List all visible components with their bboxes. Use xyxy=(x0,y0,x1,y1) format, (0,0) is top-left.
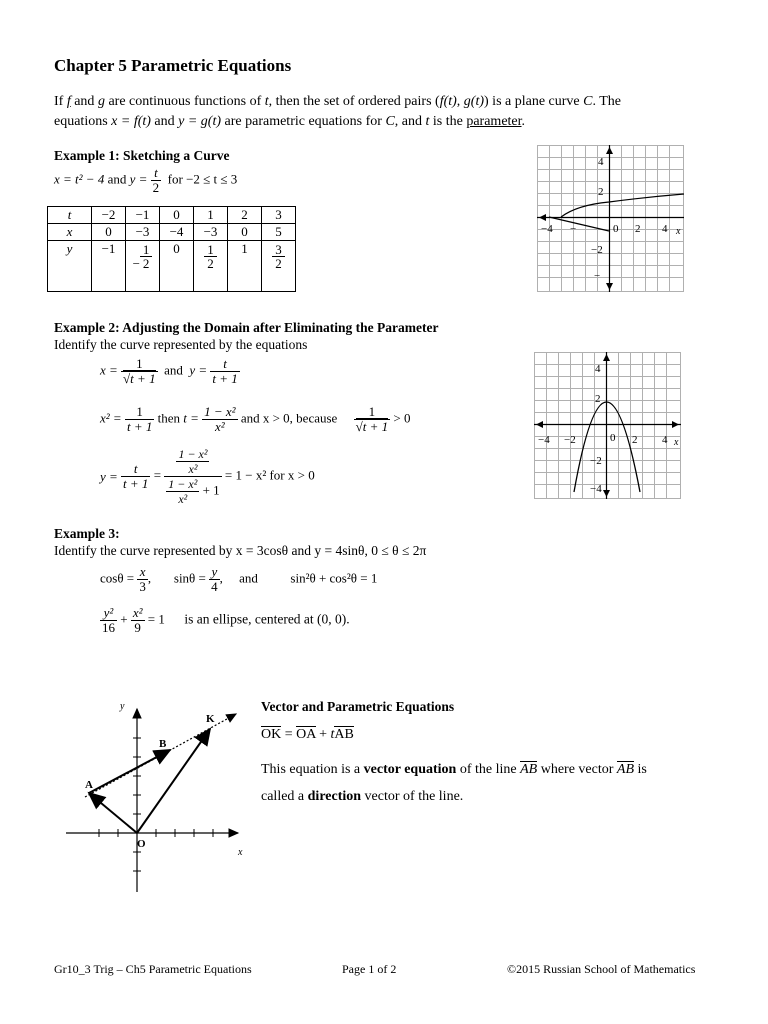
graph2-label-x: x xyxy=(674,437,679,448)
vector-label-O: O xyxy=(137,838,146,850)
graph2-label-xn2: −2 xyxy=(564,434,576,446)
graph2-label-x4: 4 xyxy=(662,434,668,446)
graph1-label-x2: 2 xyxy=(635,223,641,235)
example-2-eq1: x = $\frac{1}{√t + 1}$ and y = $\frac{t}{t + 1}$ xyxy=(100,356,238,386)
graph1-label-xn4: −4 xyxy=(541,223,553,235)
footer-copyright: ©2015 Russian School of Mathematics xyxy=(507,962,696,976)
example-1-equations: x = t² − 4 and y = $\frac{t}{2}$ for −2 ≤ t ≤ 3 xyxy=(54,165,238,195)
values-table xyxy=(47,206,296,292)
graph1-label-yneg: − xyxy=(594,270,601,282)
graph2-label-x0: 0 xyxy=(610,432,616,444)
graph-example-2 xyxy=(534,352,681,499)
graph-example-1 xyxy=(537,145,684,292)
graph1-label-y4: 4 xyxy=(598,156,604,168)
footer-page-number: Page 1 of 2 xyxy=(342,962,397,976)
vector-equation: OK = OA + tAB xyxy=(261,727,354,742)
table-row-x: x 0 −3 −4 −3 0 5 xyxy=(48,224,296,241)
footer-left: Gr10_3 Trig – Ch5 Parametric Equations xyxy=(54,962,252,976)
example-3-eq1: cosθ = $\frac{x}{3}$ , sinθ = $\frac{y}{4}$ , and sin²θ + cos²θ = 1 xyxy=(100,564,378,594)
vector-heading: Vector and Parametric Equations xyxy=(261,699,455,714)
graph2-label-yn4: −4 xyxy=(590,483,602,495)
example-3-heading: Example 3: xyxy=(54,526,120,541)
vector-label-x: x xyxy=(238,847,243,858)
example-3-text: Identify the curve represented by x = 3cosθ and y = 4sinθ, 0 ≤ θ ≤ 2π xyxy=(54,543,427,558)
vector-label-K: K xyxy=(206,713,215,725)
graph2-label-y2: 2 xyxy=(595,393,601,405)
page-title: Chapter 5 Parametric Equations xyxy=(54,56,292,75)
graph1-label-x: x xyxy=(676,226,681,237)
graph2-label-xn4: −4 xyxy=(538,434,550,446)
graph1-label-yn2: −2 xyxy=(591,244,603,256)
vector-diagram xyxy=(60,695,260,895)
vector-text-line-2: called a direction vector of the line. xyxy=(261,789,464,804)
vector-label-B: B xyxy=(159,738,167,750)
intro-line-2: equations x = f(t) and y = g(t) are parametric equations for C, and t is the parameter. xyxy=(54,114,526,129)
graph1-label-xneg: − xyxy=(570,223,577,235)
graph2-label-yn2: −2 xyxy=(590,455,602,467)
graph2-label-y4: 4 xyxy=(595,363,601,375)
table-row-t: t −2 −1 0 1 2 3 xyxy=(48,207,296,224)
vector-text-line-1: This equation is a vector equation of the line AB where vector AB is xyxy=(261,762,647,777)
example-2-text: Identify the curve represented by the equations xyxy=(54,337,308,352)
table-row-y: y −1 − $\frac{1}{2}$ 0 $\frac{1}{2}$ 1 $\frac{3}{2}$ xyxy=(48,241,296,292)
graph2-label-x2: 2 xyxy=(632,434,638,446)
graph1-label-y2: 2 xyxy=(598,186,604,198)
graph1-label-x0: 0 xyxy=(613,223,619,235)
vector-label-y: y xyxy=(120,701,125,712)
example-1-heading: Example 1: Sketching a Curve xyxy=(54,148,230,163)
example-2-eq2: x² = $\frac{1}{t + 1}$ then t = $\frac{\text{1 − x²}}{\text{x²}}$ and x > 0, because $\frac{1}{√t + 1}$ > 0 xyxy=(100,404,411,434)
intro-line-1: If f and g are continuous functions of t, then the set of ordered pairs (f(t), g(t)) is a plane curve C. The xyxy=(54,94,621,109)
example-2-eq3: y = $\frac{t}{t + 1}$ = $\frac{\text{1 − x²}}{\text{x²}}$ $\frac{\text{1 − x²}}{\text{x²}}$ + 1 = 1 − x² for x > 0 xyxy=(100,447,315,506)
example-2-heading: Example 2: Adjusting the Domain after Eliminating the Parameter xyxy=(54,320,439,335)
vector-label-A: A xyxy=(85,779,93,791)
graph1-label-x4: 4 xyxy=(662,223,668,235)
example-3-ellipse: $\frac{\text{y²}}{16}$ + $\frac{\text{x²}}{9}$ = 1 is an ellipse, centered at (0, 0). xyxy=(102,605,350,635)
